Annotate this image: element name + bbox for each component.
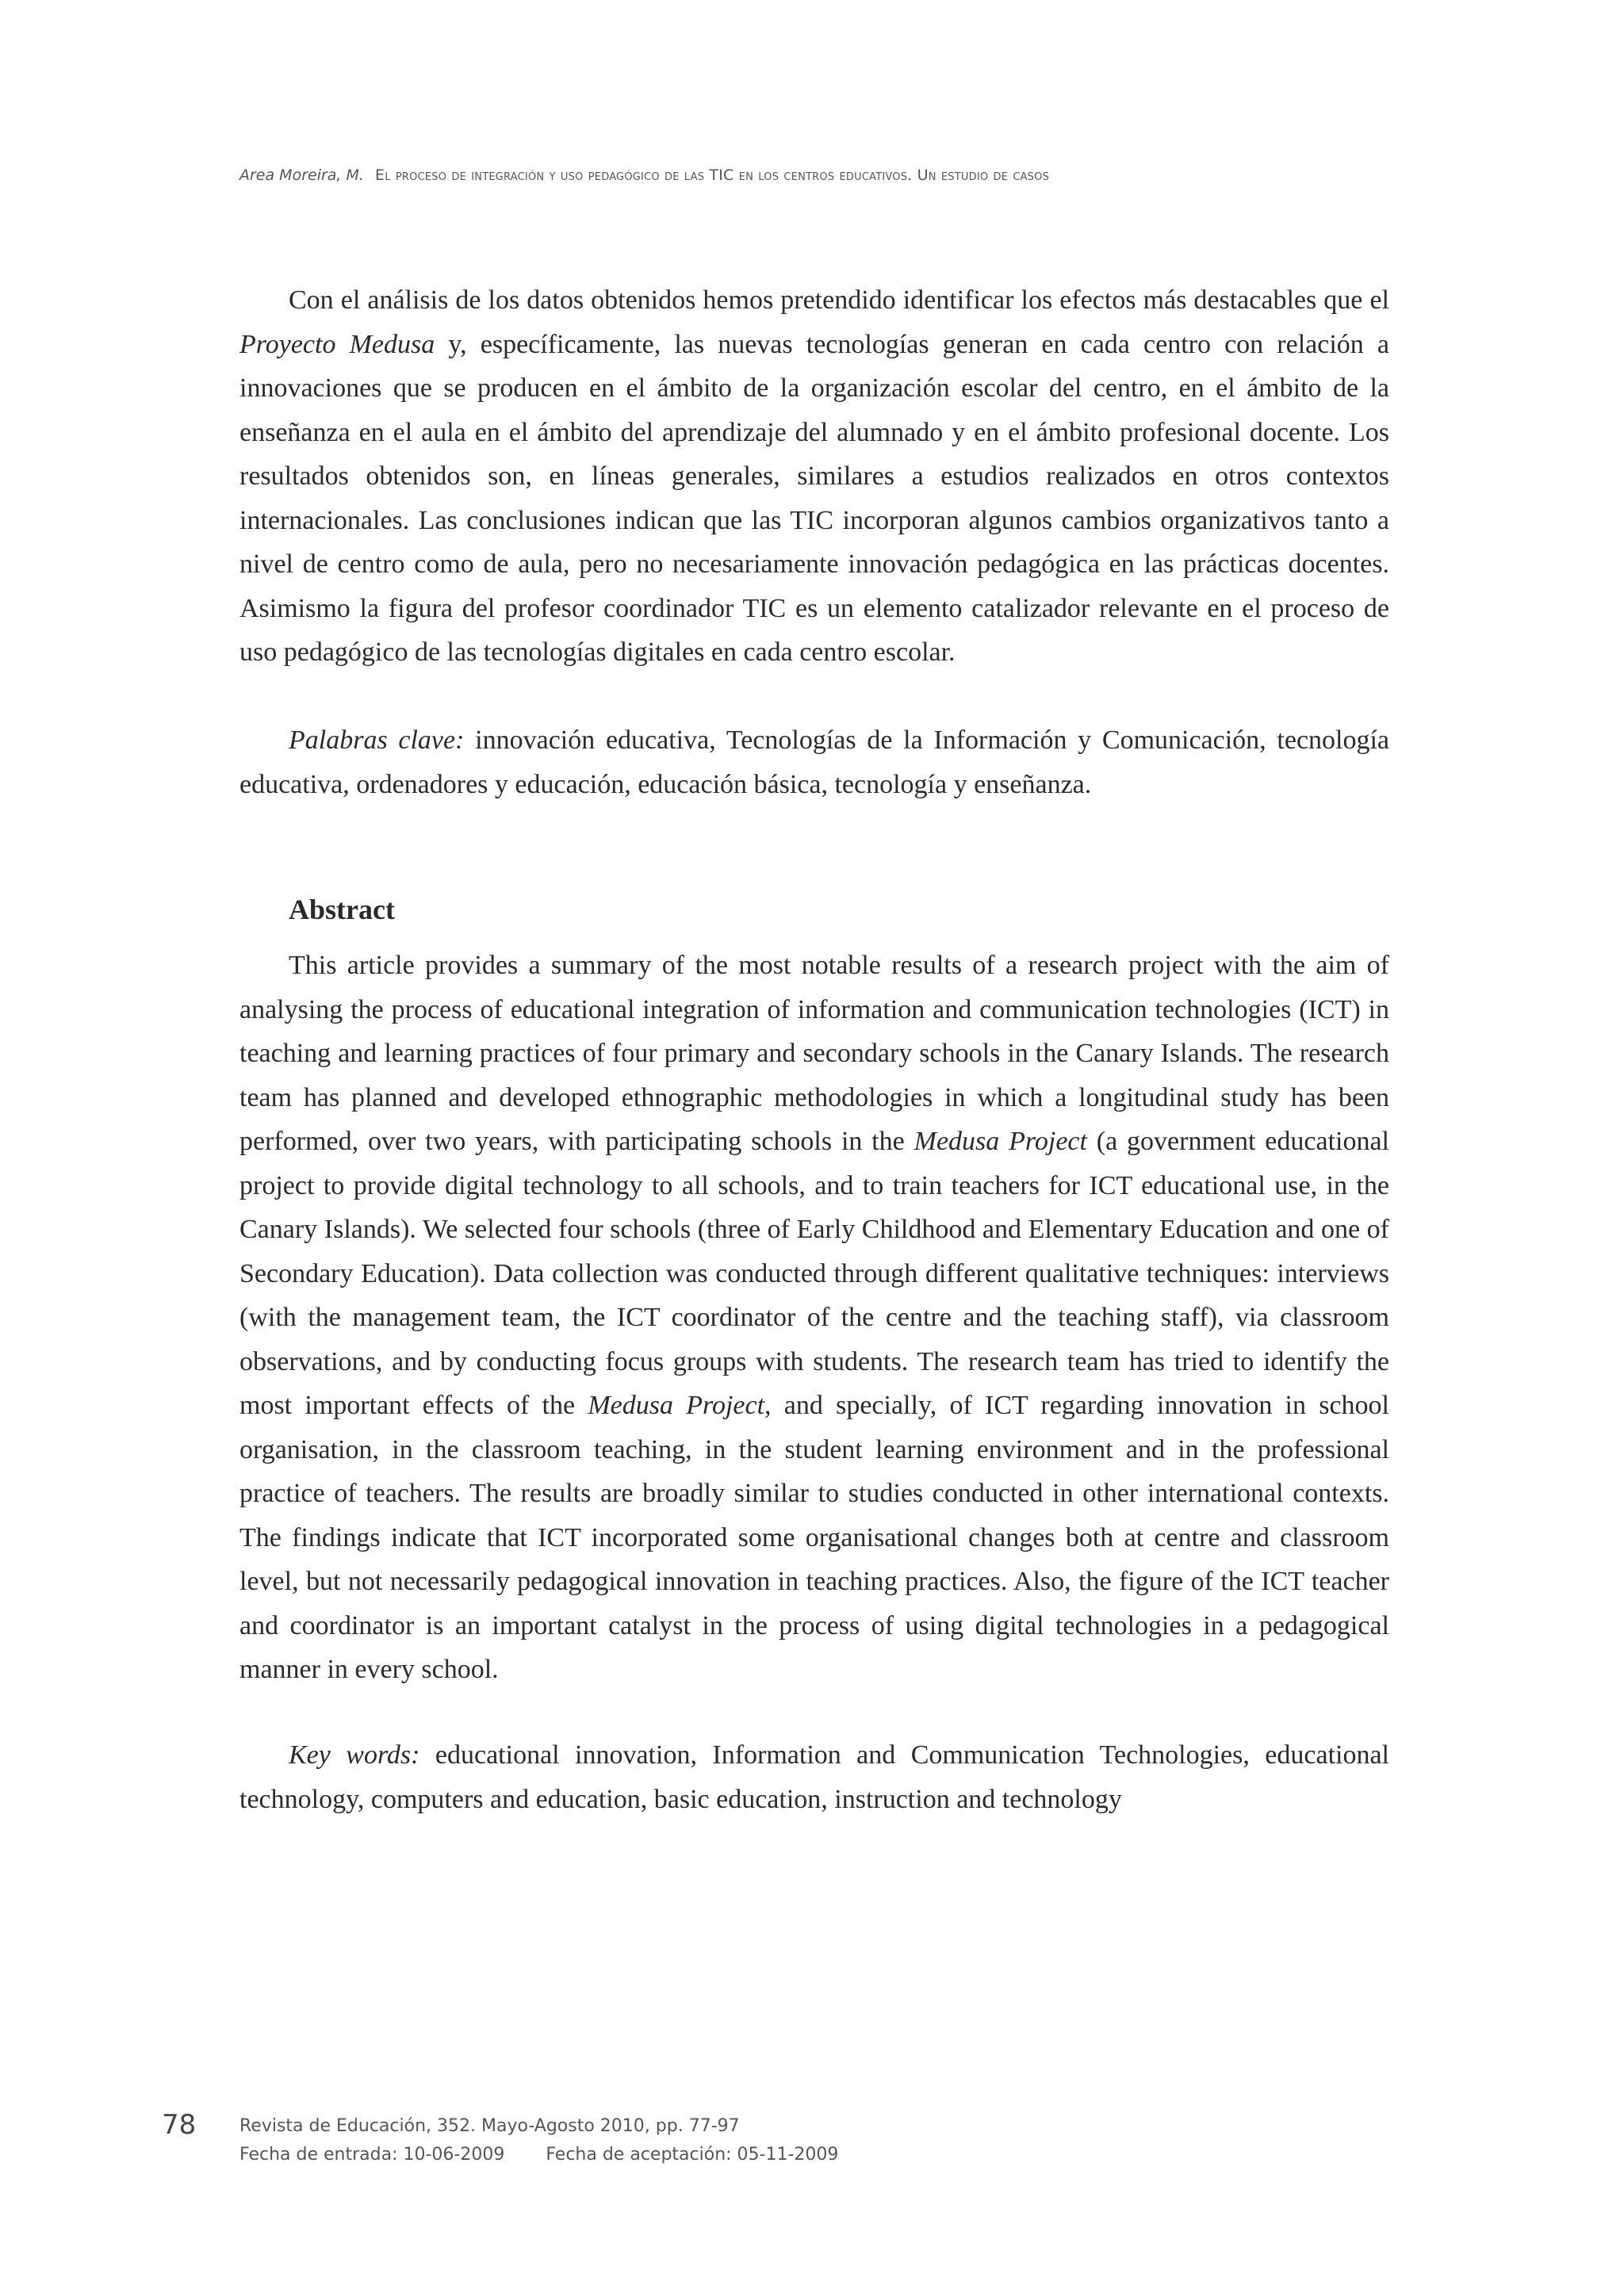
journal-dates (239, 2141, 838, 2169)
palabras-clave-paragraph (239, 718, 1389, 806)
abstract-text-2: (a government educational project to provide digital technology to all schools, and to train teachers for ICT educational use, in the Canary Islands). We selected four schools (three of Early Childhood and Elementary Education and one of Secondary Education). Data collection was conducted through different qualitative techniques: interviews (with the management team, the ICT coordinator of the centre and the teaching staff), via classroom observations, and by conducting focus groups with students. The research team has tried to identify the most important effects of the (239, 1127, 1390, 1420)
resumen-paragraph (239, 278, 1389, 675)
abstract-text-3: , and specially, of ICT regarding innovation in school organisation, in the classroom teaching, in the student learning environment and in the professional practice of teachers. The results are broadly similar to studies conducted in other international contexts. The findings indicate that ICT incorporated some organisational changes both at centre and classroom level, but not necessarily pedagogical innovation in teaching practices. Also, the figure of the ICT teacher and coordinator is an important catalyst in the process of using digital technologies in a pedagogical manner in every school. (239, 1391, 1389, 1684)
key-words-text: educational innovation, Information and Communication Technologies, educational technology, computers and education, basic education, instruction and technology (239, 1740, 1389, 1814)
palabras-clave-label: Palabras clave: (289, 725, 465, 755)
accepted-date: Fecha de aceptación: 05-11-2009 (546, 2145, 839, 2165)
resumen-italic-project: Proyecto Medusa (239, 329, 435, 359)
received-date: Fecha de entrada: 10-06-2009 (239, 2145, 505, 2165)
key-words-paragraph (239, 1733, 1389, 1821)
abstract-text-1: This article provides a summary of the most notable results of a research project with the aim of analysing the process of educational integration of information and communication technologies (ICT) in teaching and learning practices of four primary and secondary schools in the Canary Islands. The research team has planned and developed ethnographic methodologies in which a longitudinal study has been performed, over two years, with participating schools in the (239, 951, 1389, 1156)
running-header (239, 167, 1049, 184)
abstract-italic-project-2: Medusa Project (588, 1391, 765, 1420)
journal-footer (239, 2112, 838, 2169)
resumen-text-1: Con el análisis de los datos obtenidos hemos pretendido identificar los efectos más destacables que el (289, 285, 1389, 315)
journal-citation: Revista de Educación, 352. Mayo-Agosto 2010, pp. 77-97 (239, 2116, 740, 2136)
abstract-heading: Abstract (289, 894, 395, 925)
page-number: 78 (162, 2109, 197, 2141)
abstract-paragraph (239, 944, 1389, 1692)
header-author: Area Moreira, M. (239, 167, 364, 184)
abstract-italic-project-1: Medusa Project (914, 1127, 1087, 1156)
palabras-clave-text: innovación educativa, Tecnologías de la Información y Comunicación, tecnología educativa, ordenadores y educación, educación básica, tecnología y enseñanza. (239, 725, 1390, 799)
key-words-label: Key words: (289, 1740, 420, 1770)
resumen-text-2: y, específicamente, las nuevas tecnologías generan en cada centro con relación a innovaciones que se producen en el ámbito de la organización escolar del centro, en el ámbito de la enseñanza en el aula en el ámbito del aprendizaje del alumnado y en el ámbito profesional docente. Los resultados obtenidos son, en líneas generales, similares a estudios realizados en otros contextos internacionales. Las conclusiones indican que las TIC incorporan algunos cambios organizativos tanto a nivel de centro como de aula, pero no necesariamente innovación pedagógica en las prácticas docentes. Asimismo la figura del profesor coordinador TIC es un elemento catalizador relevante en el proceso de uso pedagógico de las tecnologías digitales en cada centro escolar. (239, 329, 1389, 667)
header-title: El proceso de integración y uso pedagógico de las TIC en los centros educativos. Un estudio de casos (375, 167, 1050, 184)
